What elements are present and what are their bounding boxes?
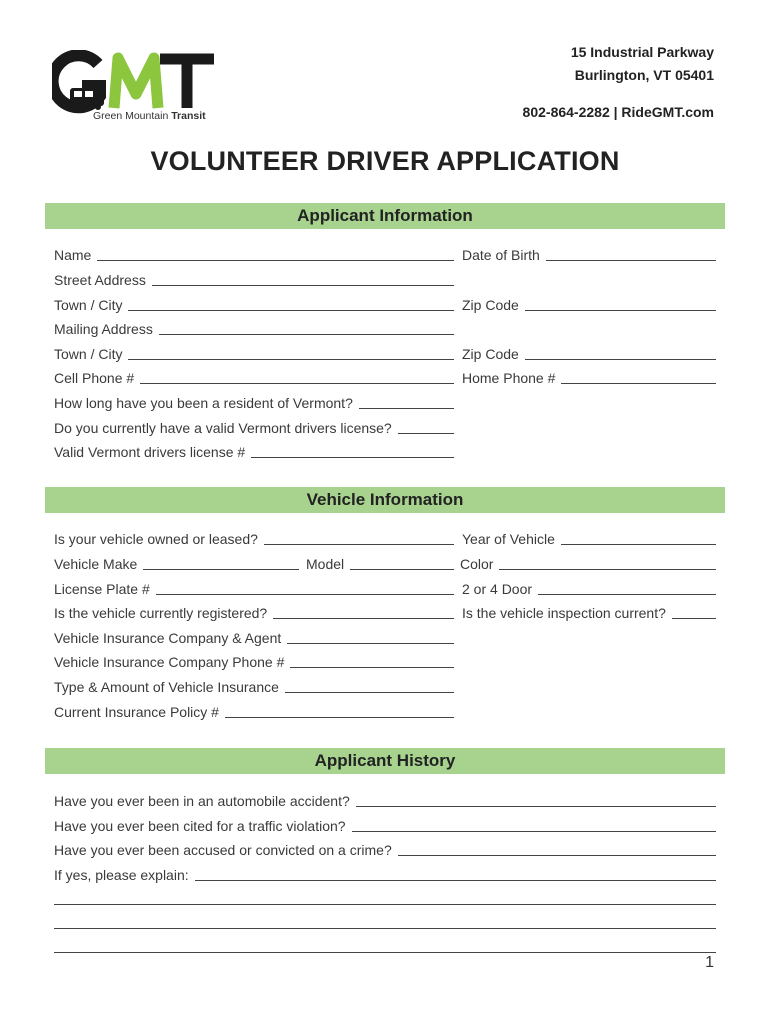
vehicle-make-field[interactable] xyxy=(54,554,299,571)
explanation-line-2[interactable] xyxy=(54,904,716,905)
vehicle-model-field[interactable] xyxy=(306,554,454,571)
traffic-violation-label: Have you ever been cited for a traffic violation? xyxy=(54,818,346,834)
address-line-1: 15 Industrial Parkway xyxy=(570,44,714,60)
town-city-label: Town / City xyxy=(54,297,123,313)
vehicle-color-label: Color xyxy=(460,556,494,572)
valid-license-question-label: Do you currently have a valid Vermont drivers license? xyxy=(54,420,392,436)
insurance-type-amount-field[interactable] xyxy=(54,677,454,694)
criminal-history-field[interactable] xyxy=(54,840,716,857)
insurance-company-field[interactable] xyxy=(54,628,454,645)
home-phone-label: Home Phone # xyxy=(462,370,556,386)
name-field[interactable] xyxy=(54,245,454,262)
explanation-field[interactable] xyxy=(54,865,716,882)
vehicle-inspection-field[interactable] xyxy=(462,603,716,620)
name-label: Name xyxy=(54,247,92,263)
zip-code-label: Zip Code xyxy=(462,297,519,313)
vehicle-color-field[interactable] xyxy=(460,554,716,571)
date-of-birth-field[interactable] xyxy=(462,245,716,262)
address-line-2: Burlington, VT 05401 xyxy=(574,67,714,83)
vehicle-make-label: Vehicle Make xyxy=(54,556,138,572)
license-number-label: Valid Vermont drivers license # xyxy=(54,444,246,460)
vermont-residency-label: How long have you been a resident of Vermont? xyxy=(54,395,353,411)
insurance-type-amount-label: Type & Amount of Vehicle Insurance xyxy=(54,679,279,695)
accident-history-label: Have you ever been in an automobile accident? xyxy=(54,793,350,809)
criminal-history-label: Have you ever been accused or convicted on a crime? xyxy=(54,842,392,858)
vehicle-registered-label: Is the vehicle currently registered? xyxy=(54,605,268,621)
town-city-field[interactable] xyxy=(54,295,454,312)
insurance-phone-field[interactable] xyxy=(54,652,454,669)
mailing-address-field[interactable] xyxy=(54,319,454,336)
insurance-policy-label: Current Insurance Policy # xyxy=(54,704,219,720)
cell-phone-field[interactable] xyxy=(54,368,454,385)
explanation-label: If yes, please explain: xyxy=(54,867,189,883)
insurance-company-label: Vehicle Insurance Company & Agent xyxy=(54,630,282,646)
mailing-address-label: Mailing Address xyxy=(54,321,153,337)
logo-tagline: Green Mountain Transit xyxy=(93,110,206,122)
mailing-town-city-label: Town / City xyxy=(54,346,123,362)
vehicle-owned-leased-label: Is your vehicle owned or leased? xyxy=(54,531,258,547)
vehicle-registered-field[interactable] xyxy=(54,603,454,620)
section-header-vehicle-information: Vehicle Information xyxy=(45,487,725,513)
mailing-town-city-field[interactable] xyxy=(54,344,454,361)
vehicle-year-field[interactable] xyxy=(462,529,716,546)
street-address-field[interactable] xyxy=(54,270,454,287)
explanation-line-3[interactable] xyxy=(54,928,716,929)
section-header-applicant-information: Applicant Information xyxy=(45,203,725,229)
license-number-field[interactable] xyxy=(54,442,454,459)
door-count-label: 2 or 4 Door xyxy=(462,581,533,597)
home-phone-field[interactable] xyxy=(462,368,716,385)
traffic-violation-field[interactable] xyxy=(54,816,716,833)
vermont-residency-field[interactable] xyxy=(54,393,454,410)
door-count-field[interactable] xyxy=(462,579,716,596)
mailing-zip-code-field[interactable] xyxy=(462,344,716,361)
cell-phone-label: Cell Phone # xyxy=(54,370,135,386)
section-header-applicant-history: Applicant History xyxy=(45,748,725,774)
vehicle-year-label: Year of Vehicle xyxy=(462,531,555,547)
insurance-phone-label: Vehicle Insurance Company Phone # xyxy=(54,654,285,670)
mailing-zip-code-label: Zip Code xyxy=(462,346,519,362)
license-plate-label: License Plate # xyxy=(54,581,150,597)
valid-license-question-field[interactable] xyxy=(54,418,454,435)
vehicle-model-label: Model xyxy=(306,556,345,572)
license-plate-field[interactable] xyxy=(54,579,454,596)
zip-code-field[interactable] xyxy=(462,295,716,312)
vehicle-inspection-label: Is the vehicle inspection current? xyxy=(462,605,666,621)
explanation-line-4[interactable] xyxy=(54,952,716,953)
vehicle-owned-leased-field[interactable] xyxy=(54,529,454,546)
contact-info: 802-864-2282 | RideGMT.com xyxy=(522,104,714,120)
date-of-birth-label: Date of Birth xyxy=(462,247,540,263)
street-address-label: Street Address xyxy=(54,272,146,288)
insurance-policy-field[interactable] xyxy=(54,702,454,719)
page-title: VOLUNTEER DRIVER APPLICATION xyxy=(150,146,620,176)
page-number: 1 xyxy=(705,954,714,971)
accident-history-field[interactable] xyxy=(54,791,716,808)
